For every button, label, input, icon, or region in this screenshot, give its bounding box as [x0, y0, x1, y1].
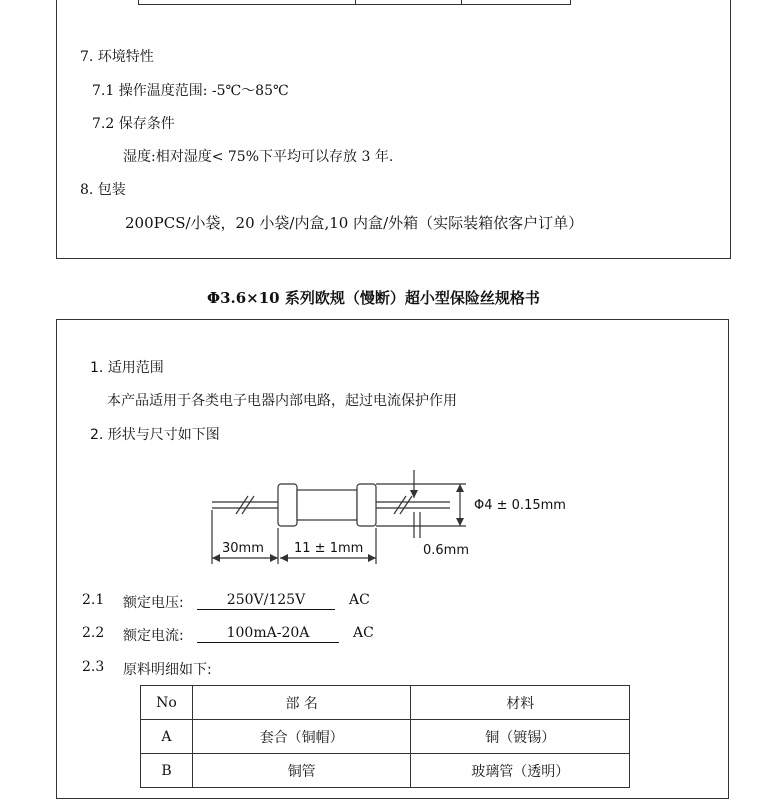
table-row [141, 754, 630, 788]
section-2-3-label: 原料明细如下: [123, 662, 212, 678]
section-1-heading: 1. 适用范围 [90, 360, 164, 376]
table-header-row [141, 686, 630, 720]
dimension-diameter-label: Φ4 ± 0.15mm [474, 498, 566, 513]
section-2-2-number: 2.2 [82, 625, 105, 641]
table-cell-material: 铜（镀锡） [411, 720, 630, 754]
section-2-1-number: 2.1 [82, 592, 105, 608]
section-7-1-temperature: 7.1 操作温度范围: -5℃～85℃ [92, 83, 289, 99]
section-2-3-number: 2.3 [82, 659, 105, 675]
section-7-heading: 7. 环境特性 [80, 49, 154, 65]
rated-voltage-value: 250V/125V [197, 591, 335, 610]
section-2-2-unit: AC [353, 625, 374, 641]
table-cell-material: 玻璃管（透明） [411, 754, 630, 788]
dimension-wire-diameter-label: 0.6mm [423, 543, 470, 558]
table-header-material: 材料 [411, 686, 630, 720]
section-7-2-body: 湿度:相对湿度< 75%下平均可以存放 3 年. [123, 149, 394, 165]
section-2-2-label: 额定电流: [123, 628, 184, 644]
table-row [141, 720, 630, 754]
table-header-part-name: 部 名 [192, 686, 411, 720]
section-1-body: 本产品适用于各类电子电器内部电路，起过电流保护作用 [107, 393, 457, 409]
section-2-1-unit: AC [349, 592, 370, 608]
rated-current-value: 100mA-20A [197, 624, 339, 643]
section-7-2-heading: 7.2 保存条件 [92, 116, 175, 132]
previous-table-remnant [138, 0, 571, 5]
section-2-heading: 2. 形状与尺寸如下图 [90, 427, 220, 443]
table-cell-part-name: 铜管 [192, 754, 411, 788]
dimension-body-length-label: 11 ± 1mm [294, 541, 364, 556]
dimension-lead-length-label: 30mm [222, 541, 264, 556]
section-8-heading: 8. 包装 [80, 182, 126, 198]
document-title: Φ3.6×10 系列欧规（慢断）超小型保险丝规格书 [207, 289, 540, 307]
table-header-no: No [141, 686, 193, 720]
table-cell-no: A [141, 720, 193, 754]
materials-table [140, 685, 630, 788]
table-cell-no: B [141, 754, 193, 788]
section-8-body: 200PCS/小袋，20 小袋/内盒,10 内盒/外箱（实际装箱依客户订单） [125, 214, 584, 232]
section-2-1-label: 额定电压: [123, 595, 184, 611]
table-cell-part-name: 套合（铜帽） [192, 720, 411, 754]
